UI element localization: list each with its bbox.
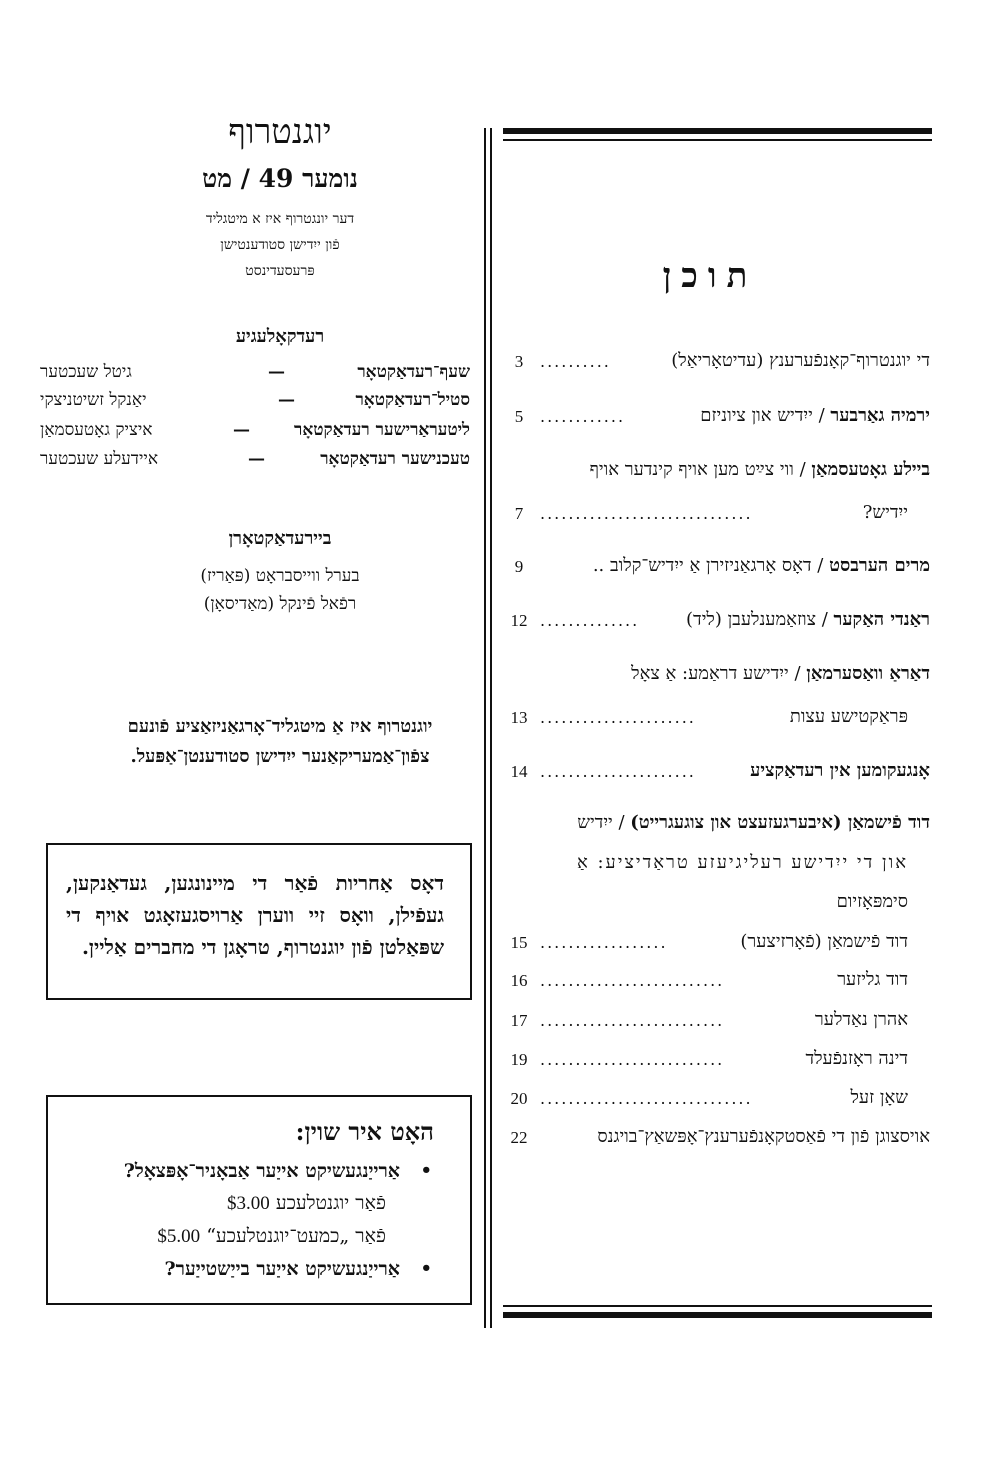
toc-top-rule-thin (503, 139, 932, 141)
leader-dots: .............................. (540, 1089, 753, 1108)
toc-title-continued: סימפּאָזיום (836, 891, 908, 912)
membership-line: צפֿון־אַמעריקאַנער ייִדישן סטודענטן־אַפּעל. (130, 746, 430, 767)
toc-title-text: דינה ראָזנפֿעלד (805, 1048, 908, 1069)
staff-dash: — (233, 420, 250, 440)
subscribe-item (68, 1155, 434, 1187)
leader-dots: ...................... (540, 762, 696, 781)
staff-name: גיטל שעכטער (40, 362, 132, 382)
subtitle-line: פֿון ייִדישן סטודענטישן (220, 237, 340, 253)
contributor: רפֿאל פֿינקל (מאַדיסאָן) (203, 594, 357, 614)
toc-entry[interactable] (500, 1126, 930, 1156)
toc-title-text: ייִדיש און ציוניזם (700, 405, 813, 426)
staff-dash: — (278, 390, 295, 410)
staff-name: יאַנקל זשיטניצקי (40, 390, 147, 410)
subscribe-box (46, 1095, 472, 1305)
staff-row (30, 362, 470, 388)
toc-page: 20 (510, 1089, 528, 1108)
toc-page: 9 (514, 557, 524, 576)
toc-entry[interactable] (500, 350, 930, 380)
toc-page: 12 (510, 611, 528, 630)
toc-title-text: די יוגנטרוף־קאָנפֿערענץ (עדיטאָריאַל) (671, 350, 930, 371)
leader-dots: .................. (540, 933, 668, 952)
toc-title-text: שאָן זעל (850, 1087, 908, 1108)
toc-title-text: דוד פֿישמאַן (פֿאָרזיצער) (740, 931, 908, 952)
toc-entry[interactable] (500, 555, 930, 585)
toc-page: 22 (510, 1128, 528, 1147)
toc-page: 3 (514, 352, 524, 371)
subscribe-item (68, 1253, 434, 1285)
toc-text: דוד פֿישמאַן (איבערגעזעצט און צוגעגרייט) / ייִדיש (577, 812, 930, 833)
toc-entry-continued[interactable] (500, 706, 930, 736)
price-line (68, 1220, 434, 1253)
column-divider-left (484, 128, 486, 1328)
issue-number: נומער 49 / מט (202, 164, 358, 193)
toc-subentry[interactable] (500, 1087, 930, 1117)
membership-note (100, 712, 460, 772)
disclaimer-box (46, 843, 472, 1000)
staff-role: שעף־רעדאַקטאָר (357, 362, 470, 382)
leader-dots: .......................... (540, 971, 725, 990)
leader-dots: .............................. (540, 504, 753, 523)
toc-title-text: אהרן נאַדלער (814, 1009, 908, 1030)
toc-title-continued: פּראַקטישע עצות (789, 706, 908, 727)
editorial-heading: רעדקאָלעגיע (235, 326, 325, 347)
toc-page: 7 (514, 504, 524, 523)
toc-text: ביילע גאָטעסמאַן / ווי צײַט מען אויף קינדער אויף (589, 459, 930, 480)
toc-entry[interactable] (500, 663, 930, 693)
toc-page: 15 (510, 933, 528, 952)
masthead-title: יוגנטרוף (228, 112, 332, 152)
toc-author: ביילע גאָטעסמאַן (811, 459, 930, 480)
disclaimer-text: דאָס אַחריות פֿאַר די מיינונגען, געדאַנקען, געפֿילן, וואָס זיי ווערן אַרויסגעזאָגט אויף די שפּאַלטן פֿון יוגנטרוף, טראָגן די מחברים אַליין. (66, 871, 444, 959)
leader-dots: .............. (540, 611, 640, 630)
toc-author: דוד פֿישמאַן (איבערגעזעצט און צוגעגרייט) (630, 812, 930, 833)
toc-title-text: ווי צײַט מען אויף קינדער אויף (589, 459, 794, 480)
toc-title: תוכן (662, 256, 758, 296)
toc-entry[interactable] (500, 812, 930, 842)
masthead-subtitle (100, 206, 460, 284)
staff-role: טעכנישער רעדאַקטאָר (320, 449, 470, 469)
staff-role: סטיל־רעדאַקטאָר (355, 390, 470, 410)
leader-dots: ...................... (540, 708, 696, 727)
toc-title-text: ייִדישע דראַמע: אַ צאָל (631, 663, 789, 684)
toc-title-text: דוד גליזער (837, 969, 908, 990)
toc-title-text: אָנגעקומען אין רעדאַקציע (750, 760, 930, 781)
column-divider-right (490, 128, 492, 1328)
price-line (68, 1187, 434, 1220)
toc-title-text: ייִדיש (577, 812, 613, 833)
leader-dots: .......................... (540, 1011, 725, 1030)
toc-page: 5 (514, 407, 524, 426)
toc-entry[interactable] (500, 609, 930, 639)
leader-dots: .......................... (540, 1050, 725, 1069)
price-label: פֿאַר „כמעט־יוגנטלעכע“ (206, 1225, 386, 1247)
toc-text: ירמיה גאַרבער / ייִדיש און ציוניזם (700, 405, 930, 426)
toc-entry[interactable] (500, 760, 930, 790)
toc-text: ראַנדי האַקער / צוזאַמענלעבן (ליד) (686, 609, 930, 630)
price-amount: $3.00 (227, 1193, 270, 1214)
toc-title-continued: און די ייִדישע רעליגיעזע טראַדיציע: אַ (576, 852, 908, 873)
staff-dash: — (248, 449, 265, 469)
toc-title-text: צוזאַמענלעבן (ליד) (686, 609, 817, 630)
toc-text: דאַראַ וואַסערמאַן / ייִדישע דראַמע: אַ צאָל (631, 663, 930, 684)
toc-bottom-rule (503, 1312, 932, 1318)
toc-title-continued: ייִדיש? (862, 502, 908, 523)
toc-entry-continued[interactable] (500, 891, 930, 921)
staff-dash: — (268, 362, 285, 382)
toc-bottom-rule-thin (503, 1305, 932, 1307)
staff-row (30, 449, 470, 475)
toc-subentry[interactable] (500, 931, 930, 961)
staff-row (30, 390, 470, 416)
staff-name: איציק גאָטעסמאַן (40, 420, 153, 440)
toc-page: 13 (510, 708, 528, 727)
bullet: • (420, 1258, 432, 1279)
staff-role: ליטעראַרישער רעדאַקטאָר (294, 420, 470, 440)
toc-author: דאַראַ וואַסערמאַן (806, 663, 930, 684)
subtitle-line: פּרעסעדינסט (245, 263, 315, 279)
toc-title-text: דאָס אָרגאַניזירן אַ ייִדיש־קלוב .. (592, 555, 812, 576)
toc-entry[interactable] (500, 459, 930, 489)
toc-subentry[interactable] (500, 1048, 930, 1078)
subscribe-question: האָט איר שוין: (295, 1117, 434, 1146)
leader-dots: ............ (540, 407, 626, 426)
leader-dots: .......... (540, 352, 611, 371)
membership-line: יוגנטרוף איז אַ מיטגליד־אָרגאַניזאַציע פֿונעם (127, 716, 433, 737)
staff-name: איידעלע שעכטער (40, 449, 159, 469)
toc-author: ראַנדי האַקער (833, 609, 930, 630)
toc-author: מרים הערבסט (829, 555, 930, 576)
toc-author: ירמיה גאַרבער (830, 405, 930, 426)
toc-text: מרים הערבסט / דאָס אָרגאַניזירן אַ ייִדיש־קלוב .. (592, 555, 930, 576)
toc-page: 17 (510, 1011, 528, 1030)
toc-page: 16 (510, 971, 528, 990)
toc-entry-continued[interactable] (500, 852, 930, 882)
toc-entry-continued[interactable] (500, 502, 930, 532)
toc-title-text: אויסצוגן פֿון די פֿאַסטקאָנפֿערענץ־אָפּשאַץ־בויגנס (597, 1126, 930, 1147)
subtitle-line: דער יונגטרוף איז א מיטגליד (205, 211, 355, 227)
contributor: בערל ווייסבראָט (פּאַריז) (200, 566, 360, 586)
toc-page: 14 (510, 762, 528, 781)
bullet: • (420, 1160, 432, 1181)
contributors-heading: ביירעדאַקטאָרן (228, 528, 332, 549)
toc-entry[interactable] (500, 405, 930, 435)
staff-row (30, 420, 470, 446)
price-amount: $5.00 (157, 1226, 201, 1247)
subscribe-item-text: אַרייַנגעשיקט אייַער אַבאָניר־אָפּצאָל? (123, 1160, 400, 1182)
toc-subentry[interactable] (500, 1009, 930, 1039)
toc-top-rule (503, 128, 932, 134)
price-label: פֿאַר יוגנטלעכע (275, 1192, 386, 1214)
toc-subentry[interactable] (500, 969, 930, 999)
toc-page: 19 (510, 1050, 528, 1069)
subscribe-item-text: אַרייַנגעשיקט אייַער בייַשטייַער? (164, 1258, 400, 1280)
